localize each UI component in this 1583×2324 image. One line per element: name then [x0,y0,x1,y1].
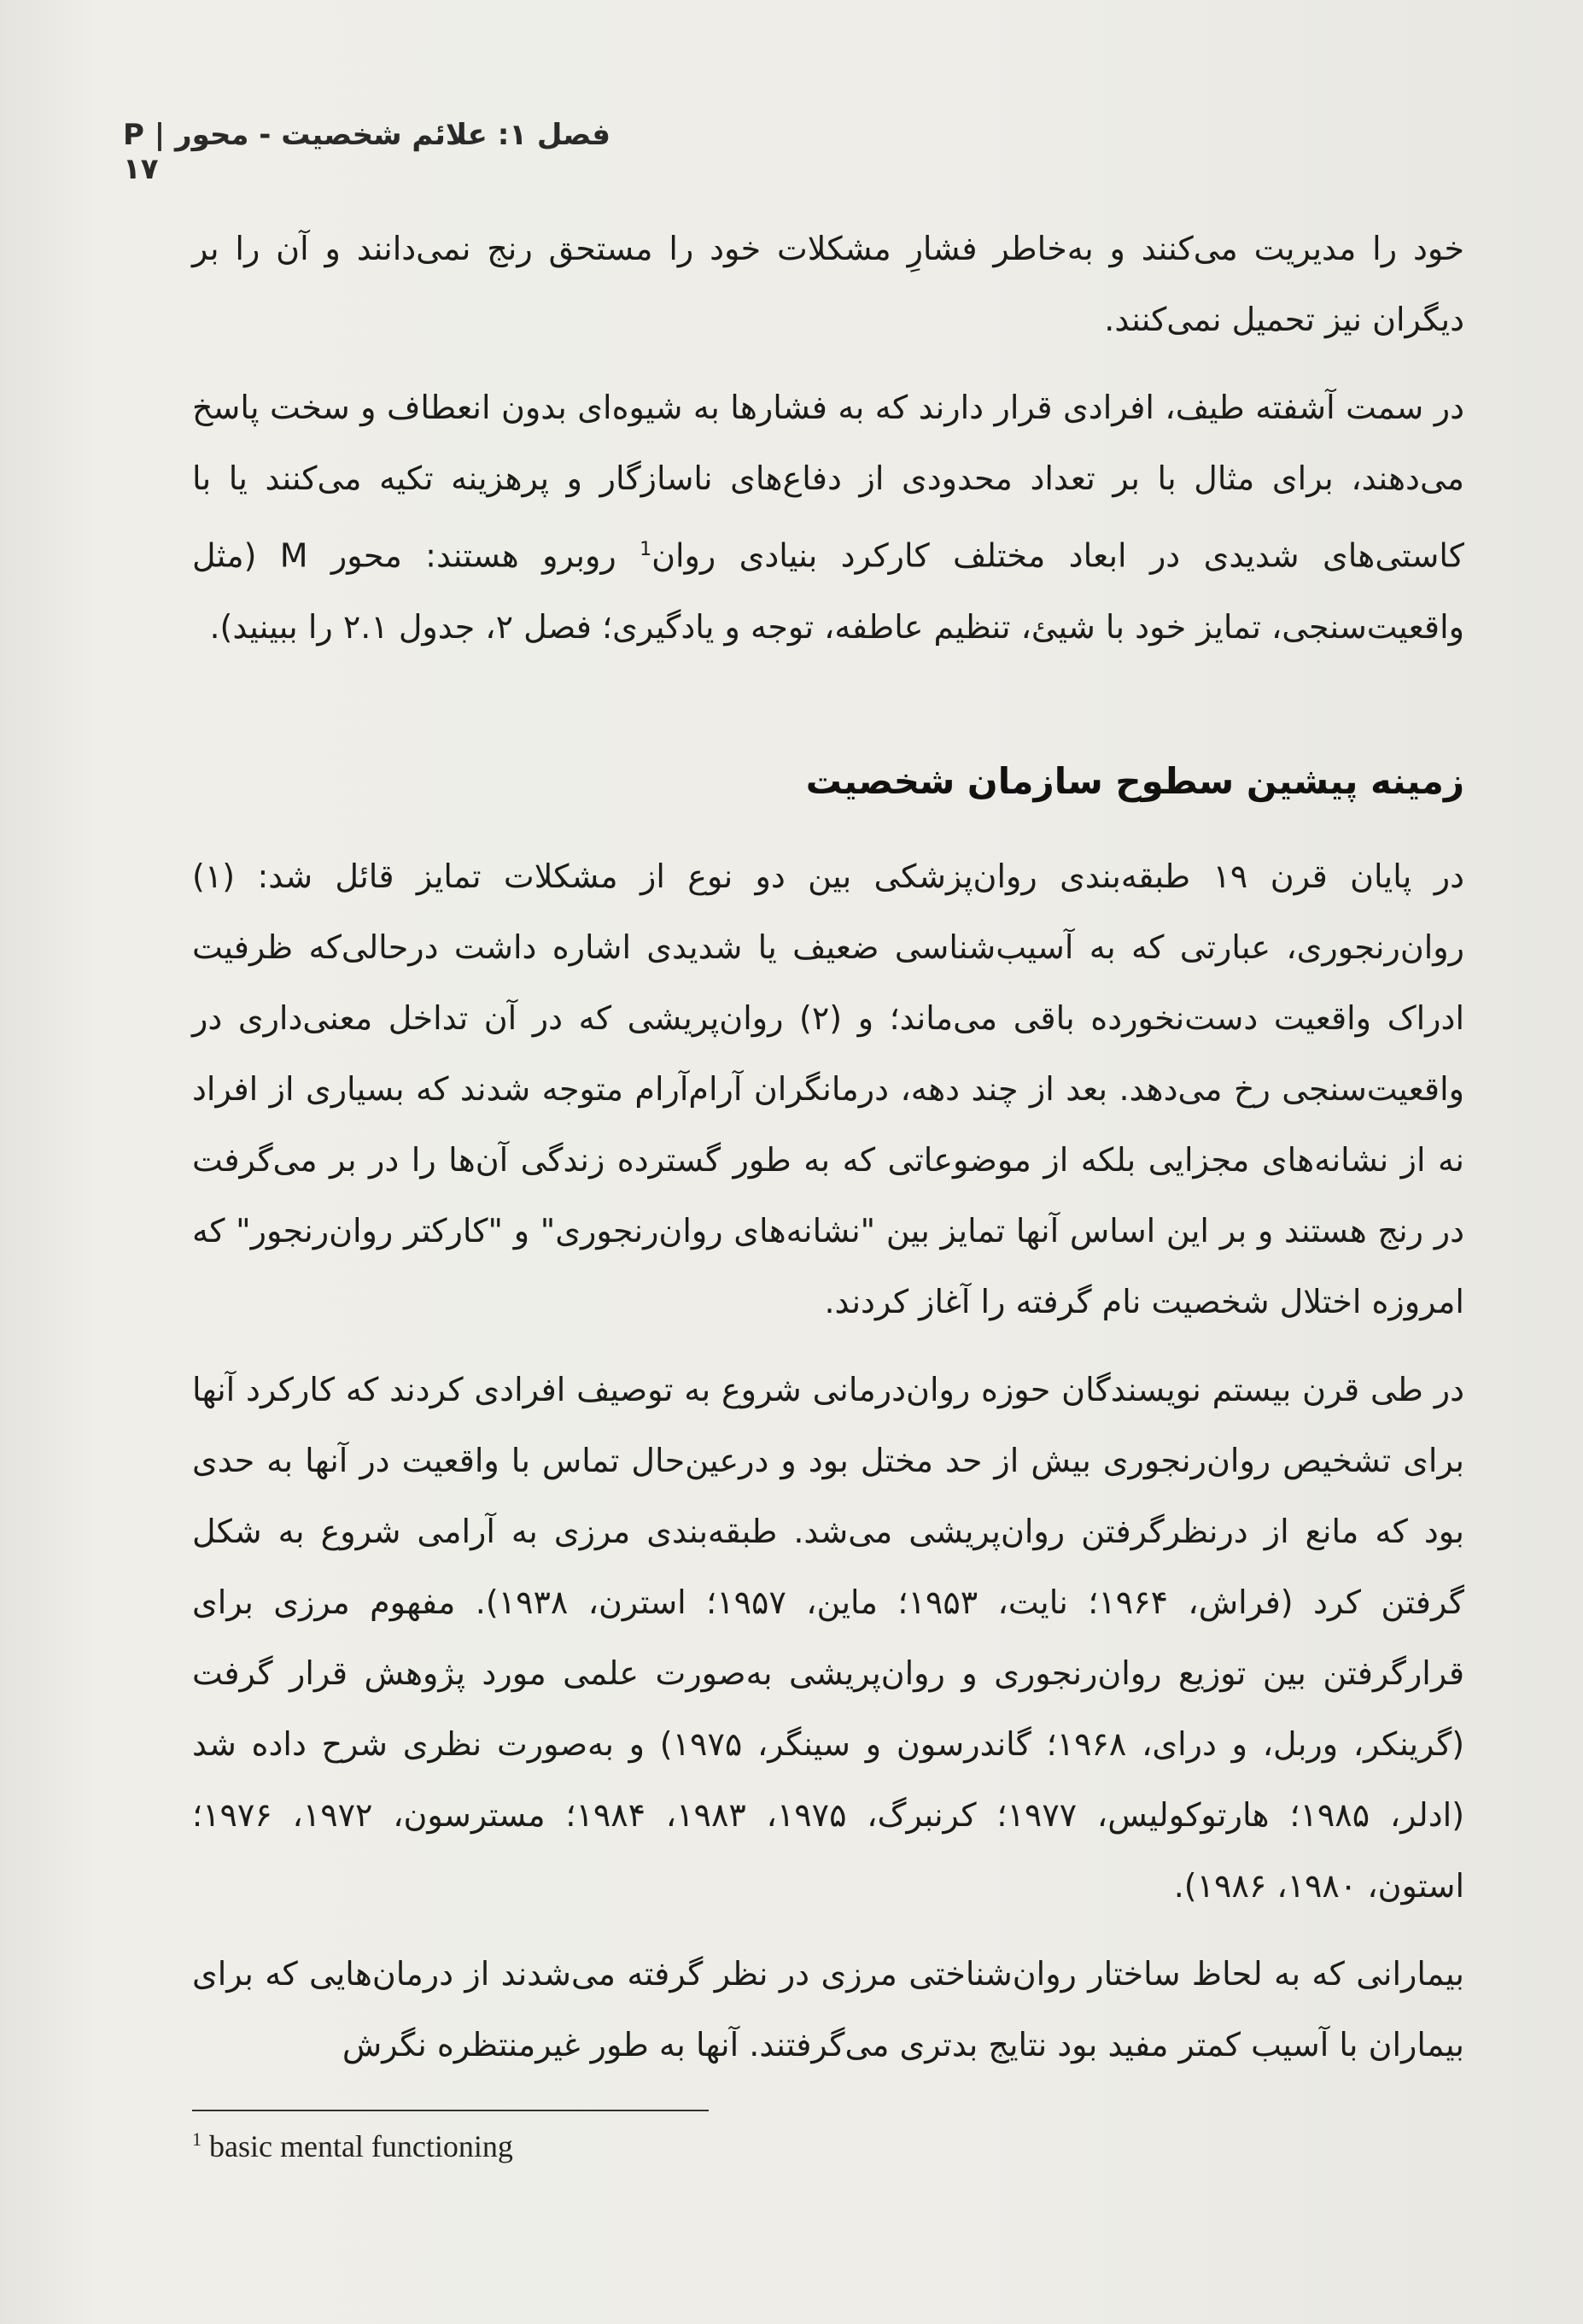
footnote-reference: 1 [640,539,652,560]
section-heading: زمینه پیشین سطوح سازمان شخصیت [805,760,1464,802]
footnote [192,2128,513,2164]
body-text-bottom [192,841,1464,2098]
running-head: فصل ۱: علائم شخصیت - محور P | ۱۷ [123,118,611,186]
footnote-divider [192,2110,709,2111]
body-text-top [192,214,1464,680]
paragraph-1: خود را مدیریت می‌کنند و به‌خاطر فشارِ مشکلات خود را مستحق رنج نمی‌دانند و آن را بر دیگران نیز تحمیل نمی‌کنند. [192,230,1464,338]
paragraph-4: در طی قرن بیستم نویسندگان حوزه روان‌درمانی شروع به توصیف افرادی کردند که کارکرد آنها برای تشخیص روان‌رنجوری بیش از حد مختل بود و درعین‌حال تماس با واقعیت در آنها به حدی بود که مانع از درنظرگرفتن روان‌پریشی می‌شد. طبقه‌بندی مرزی به آرامی شروع به شکل گرفتن کرد (فراش، ۱۹۶۴؛ نایت، ۱۹۵۳؛ ماین، ۱۹۵۷؛ استرن، ۱۹۳۸). مفهوم مرزی برای قرارگرفتن بین توزیع روان‌رنجوری و روان‌پریشی به‌صورت علمی مورد پژوهش قرار گرفت (گرینکر، وربل، و درای، ۱۹۶۸؛ گاندرسون و سینگر، ۱۹۷۵) و به‌صورت نظری شرح داده شد (ادلر، ۱۹۸۵؛ هارتوکولیس، ۱۹۷۷؛ کرنبرگ، ۱۹۷۵، ۱۹۸۳، ۱۹۸۴؛ مسترسون، ۱۹۷۲، ۱۹۷۶؛ استون، ۱۹۸۰، ۱۹۸۶). [192,1371,1465,1905]
footnote-marker: 1 [192,2128,202,2150]
footnote-text: basic mental functioning [209,2129,513,2163]
paragraph-2-tail: روبرو هستند: محور M (مثل واقعیت‌سنجی، تمایز خود با شیئ، تنظیم عاطفه، توجه و یادگیری؛ فصل ۲، جدول ۲.۱ را ببینید). [192,536,1464,646]
paragraph-3: در پایان قرن ۱۹ طبقه‌بندی روان‌پزشکی بین دو نوع از مشکلات تمایز قائل شد: (۱) روان‌رنجوری، عبارتی که به آسیب‌شناسی ضعیف یا شدیدی اشاره داشت درحالی‌که ظرفیت ادراک واقعیت دست‌نخورده باقی می‌ماند؛ و (۲) روان‌پریشی که در آن تداخل معنی‌داری در واقعیت‌سنجی رخ می‌دهد. بعد از چند دهه، درمانگران آرام‌آرام متوجه شدند که بسیاری از افراد نه از نشانه‌های مجزایی بلکه از موضوعاتی که به طور گسترده زندگی آن‌ها را در بر می‌گرفت در رنج هستند و بر این اساس آنها تمایز بین "نشانه‌های روان‌رنجوری" و "کارکتر روان‌رنجور" که امروزه اختلال شخصیت نام گرفته را آغاز کردند. [192,858,1464,1320]
paragraph-2 [192,372,1464,663]
paragraph-5: بیمارانی که به لحاظ ساختار روان‌شناختی مرزی در نظر گرفته می‌شدند از درمان‌هایی که برای بیماران با آسیب کمتر مفید بود نتایج بدتری می‌گرفتند. آنها به طور غیرمنتظره نگرش [192,1955,1464,2064]
paragraph-2-lead: در سمت آشفته طیف، افرادی قرار دارند که به فشارها به شیوه‌ای بدون انعطاف و سخت پاسخ می‌دهند، برای مثال با بر تعداد محدودی از دفاع‌های ناسازگار و پرهزینه تکیه می‌کنند یا با کاستی‌های شدیدی در ابعاد مختلف کارکرد بنیادی روان [192,389,1464,575]
